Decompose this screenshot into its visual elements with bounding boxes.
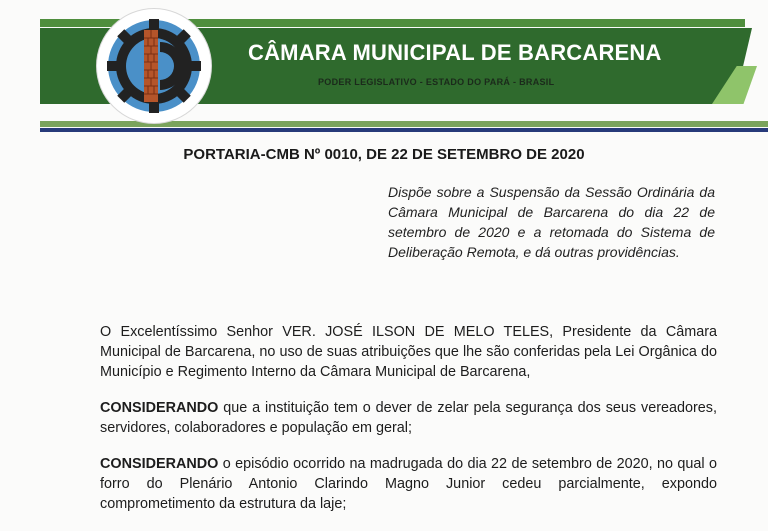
paragraph-lead: CONSIDERANDO bbox=[100, 400, 219, 416]
organization-title: CÂMARA MUNICIPAL DE BARCARENA bbox=[248, 40, 662, 65]
paragraph-text: O Excelentíssimo Senhor VER. JOSÉ ILSON DE MELO TELES, Presidente da Câmara Municipal de Barcarena, no uso de suas atribuições que lhe são conferidas pela Lei Orgânica do Município e Regimento Interno da Câmara Municipal de Barcarena, bbox=[100, 324, 717, 380]
paragraph-text: que a instituição tem o dever de zelar pela segurança dos seus vereadores, servidores, colaboradores e população em geral; bbox=[100, 400, 717, 436]
document-title: PORTARIA-CMB Nº 0010, DE 22 DE SETEMBRO DE 2020 bbox=[183, 146, 585, 163]
gear-chimney-logo-icon bbox=[104, 16, 204, 116]
document-summary: Dispõe sobre a Suspensão da Sessão Ordinária da Câmara Municipal de Barcarena do dia 22 de setembro de 2020 e a retomada do Sistema de Deliberação Remota, e dá outras providências. bbox=[388, 184, 715, 260]
paragraph-lead: CONSIDERANDO bbox=[100, 456, 219, 472]
organization-subtitle: PODER LEGISLATIVO - ESTADO DO PARÁ - BRASIL bbox=[318, 77, 555, 87]
considering-paragraph-1 bbox=[100, 398, 717, 438]
paragraph-text: o episódio ocorrido na madrugada do dia 22 de setembro de 2020, no qual o forro do Plenário Antonio Clarindo Magno Junior cedeu parcialmente, expondo comprometimento da estrutura da laje; bbox=[100, 456, 717, 512]
preamble-paragraph bbox=[100, 322, 717, 382]
letterhead bbox=[0, 0, 768, 140]
header-rule-navy bbox=[40, 128, 768, 132]
considering-paragraph-2 bbox=[100, 454, 717, 514]
